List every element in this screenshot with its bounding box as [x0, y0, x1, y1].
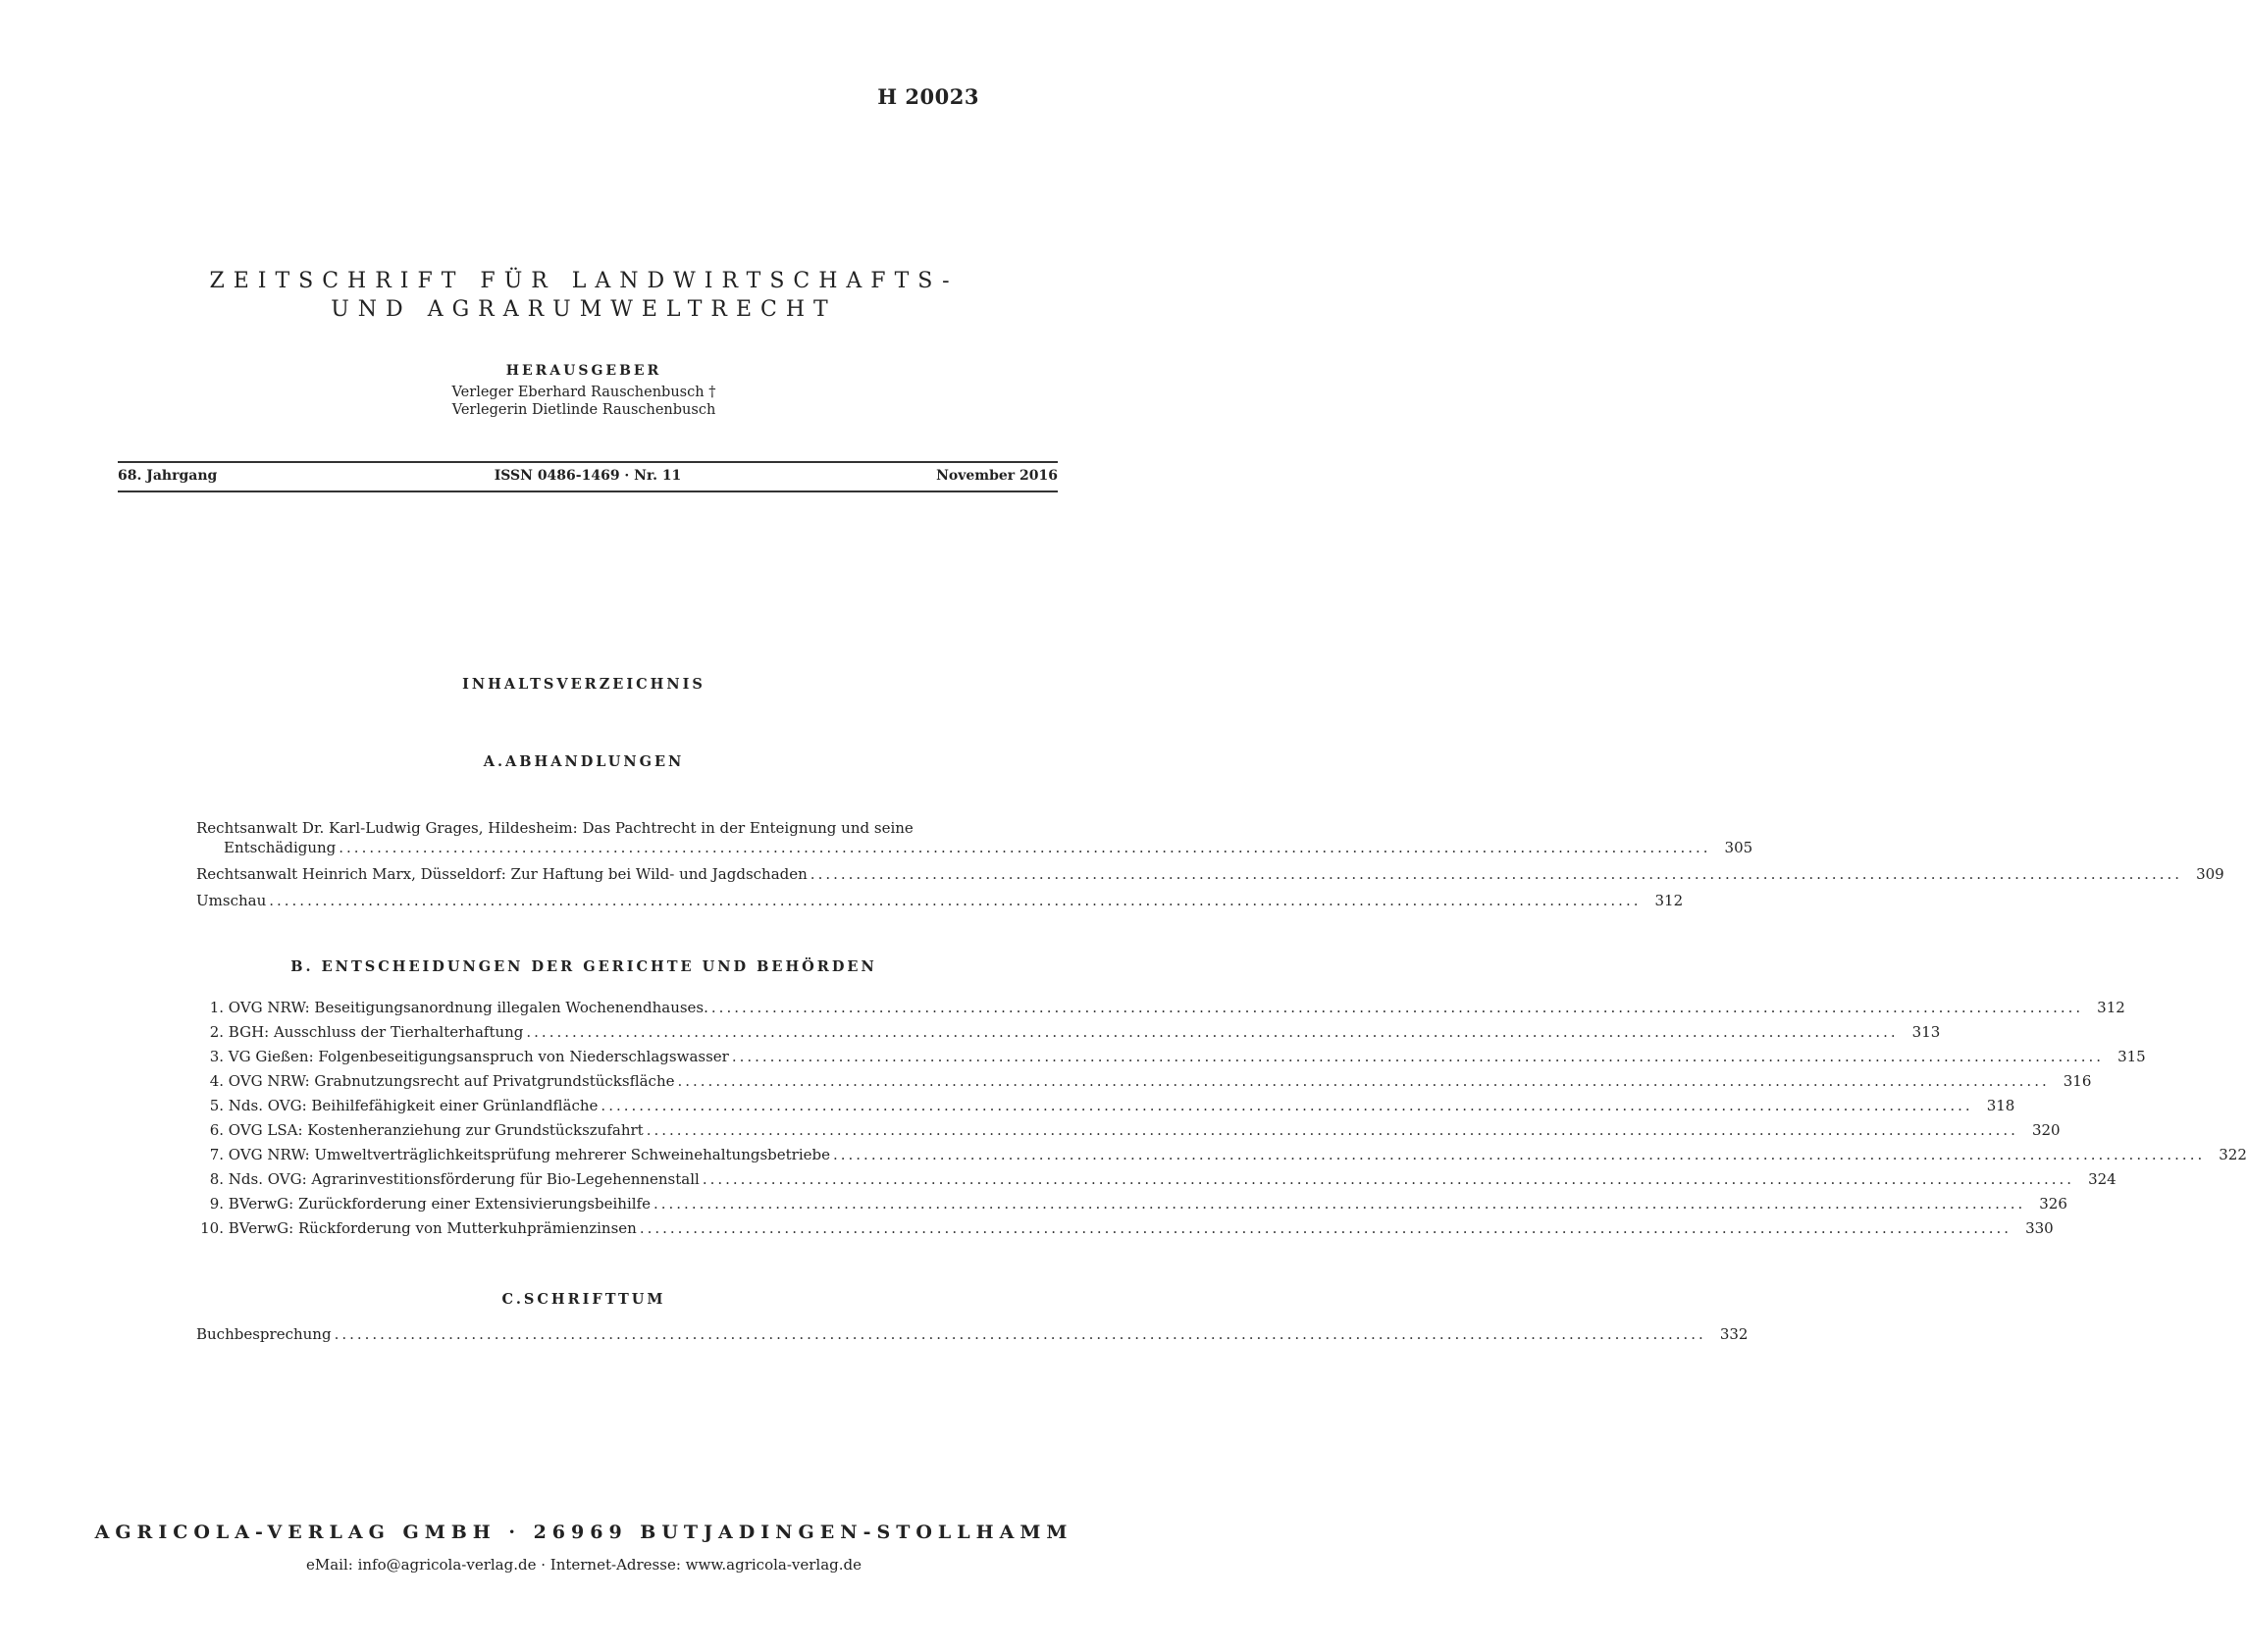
- page-number: 312: [2097, 999, 2125, 1016]
- leader-dots: ....................................................................................................................................................................................: [334, 1325, 1706, 1343]
- herausgeber-label: HERAUSGEBER: [505, 363, 662, 379]
- toc-entry-text: BVerwG: Rückforderung von Mutterkuhprämienzinsen: [228, 1219, 637, 1237]
- page-number: 316: [2063, 1072, 2092, 1090]
- rule-bottom: [118, 490, 1058, 492]
- entry-number: 7.: [209, 1146, 224, 1163]
- leader-dots: ....................................................................................................................................................................................: [601, 1097, 1973, 1114]
- section-a-title: A.ABHANDLUNGEN: [483, 753, 685, 770]
- page-number: 326: [2039, 1195, 2067, 1213]
- page-number: 320: [2031, 1121, 2061, 1139]
- leader-dots: ....................................................................................................................................................................................: [731, 1048, 2105, 1065]
- entry-number: 8.: [209, 1170, 224, 1188]
- toc-entry-b3: [196, 1047, 2146, 1066]
- toc-entry-text: Rechtsanwalt Dr. Karl-Ludwig Grages, Hildesheim: Das Pachtrecht in der Enteignung und seine: [196, 819, 914, 837]
- toc-entry-text: Nds. OVG: Beihilfefähigkeit einer Grünlandfläche: [228, 1097, 599, 1114]
- entry-number: 2.: [209, 1023, 224, 1041]
- toc-entry-b2: [196, 1022, 1941, 1042]
- entry-number: 6.: [209, 1121, 224, 1139]
- toc-heading: INHALTSVERZEICHNIS: [462, 676, 705, 693]
- toc-entry-b8: [196, 1169, 2116, 1189]
- leader-dots: ....................................................................................................................................................................................: [269, 892, 1642, 909]
- toc-entry-b1: [196, 998, 2125, 1017]
- toc-entry-b6: [196, 1120, 2061, 1140]
- leader-dots: ....................................................................................................................................................................................: [677, 1072, 2050, 1090]
- toc-entry-c1: [196, 1324, 1749, 1344]
- toc-entry-a1: [196, 818, 1753, 857]
- toc-entry-text: Entschädigung: [224, 839, 337, 856]
- leader-dots: ....................................................................................................................................................................................: [832, 1146, 2206, 1163]
- toc-entry-b4: [196, 1071, 2092, 1091]
- toc-entry-text: Rechtsanwalt Heinrich Marx, Düsseldorf: Zur Haftung bei Wild- und Jagdschaden: [196, 865, 808, 883]
- toc-entry-b5: [196, 1096, 2015, 1115]
- toc-entry-b9: [196, 1194, 2067, 1213]
- rule-top: [118, 461, 1058, 463]
- leader-dots: ....................................................................................................................................................................................: [710, 999, 2084, 1016]
- publisher-line1: Verleger Eberhard Rauschenbusch †: [451, 385, 716, 400]
- page-number: 309: [2196, 865, 2224, 883]
- leader-dots: ....................................................................................................................................................................................: [339, 839, 1711, 856]
- leader-dots: ....................................................................................................................................................................................: [646, 1121, 2018, 1139]
- footer-publisher: AGRICOLA-VERLAG GMBH · 26969 BUTJADINGEN-STOLLHAMM: [94, 1522, 1073, 1543]
- issn-number: ISSN 0486-1469 · Nr. 11: [494, 468, 682, 484]
- page-number: 315: [2117, 1048, 2146, 1065]
- toc-entry-text: BGH: Ausschluss der Tierhalterhaftung: [228, 1023, 524, 1041]
- toc-entry-text: BVerwG: Zurückforderung einer Extensivierungsbeihilfe: [228, 1195, 651, 1213]
- page-number: 324: [2088, 1170, 2116, 1188]
- leader-dots: ....................................................................................................................................................................................: [526, 1023, 1899, 1041]
- toc-entry-b7: [196, 1145, 2247, 1164]
- leader-dots: ....................................................................................................................................................................................: [810, 865, 2183, 883]
- page-number: 322: [2219, 1146, 2247, 1163]
- entry-number: 10.: [200, 1219, 224, 1237]
- section-b-title: B. ENTSCHEIDUNGEN DER GERICHTE UND BEHÖRDEN: [290, 958, 877, 975]
- toc-entry-text: VG Gießen: Folgenbeseitigungsanspruch von Niederschlagswasser: [228, 1048, 729, 1065]
- leader-dots: ....................................................................................................................................................................................: [639, 1219, 2012, 1237]
- entry-number: 1.: [209, 999, 224, 1016]
- issue-date: November 2016: [936, 468, 1058, 484]
- journal-title-line1: ZEITSCHRIFT FÜR LANDWIRTSCHAFTS-: [209, 269, 959, 293]
- page-number: 313: [1911, 1023, 1941, 1041]
- journal-code: H 20023: [877, 84, 979, 109]
- toc-entry-text: OVG LSA: Kostenheranziehung zur Grundstückszufahrt: [228, 1121, 644, 1139]
- toc-entry-text: OVG NRW: Grabnutzungsrecht auf Privatgrundstücksfläche: [228, 1072, 675, 1090]
- page-number: 330: [2025, 1219, 2054, 1237]
- page-number: 332: [1719, 1325, 1749, 1343]
- leader-dots: ....................................................................................................................................................................................: [702, 1170, 2075, 1188]
- entry-number: 4.: [209, 1072, 224, 1090]
- entry-number: 3.: [209, 1048, 224, 1065]
- entry-number: 5.: [209, 1097, 224, 1114]
- toc-entry-text: OVG NRW: Umweltverträglichkeitsprüfung mehrerer Schweinehaltungsbetriebe: [228, 1146, 830, 1163]
- page-number: 318: [1986, 1097, 2015, 1114]
- page-number: 312: [1654, 892, 1684, 909]
- section-c-title: C.SCHRIFTTUM: [501, 1291, 666, 1308]
- toc-entry-text: OVG NRW: Beseitigungsanordnung illegalen Wochenendhauses.: [228, 999, 708, 1016]
- jahrgang: 68. Jahrgang: [118, 468, 218, 484]
- toc-entry-text: Umschau: [196, 892, 267, 909]
- toc-entry-text: Nds. OVG: Agrarinvestitionsförderung für Bio-Legehennenstall: [228, 1170, 700, 1188]
- toc-entry-b10: [196, 1218, 2054, 1238]
- leader-dots: ....................................................................................................................................................................................: [653, 1195, 2026, 1213]
- entry-number: 9.: [209, 1195, 224, 1213]
- toc-entry-text: Buchbesprechung: [196, 1325, 332, 1343]
- publisher-line2: Verlegerin Dietlinde Rauschenbusch: [451, 402, 716, 418]
- footer-contact: eMail: info@agricola-verlag.de · Internet-Adresse: www.agricola-verlag.de: [305, 1556, 862, 1574]
- toc-entry-a2: [196, 864, 2224, 884]
- toc-entry-a3: [196, 891, 1684, 910]
- journal-title-line2: UND AGRARUMWELTRECHT: [331, 297, 837, 322]
- page-number: 305: [1724, 839, 1753, 856]
